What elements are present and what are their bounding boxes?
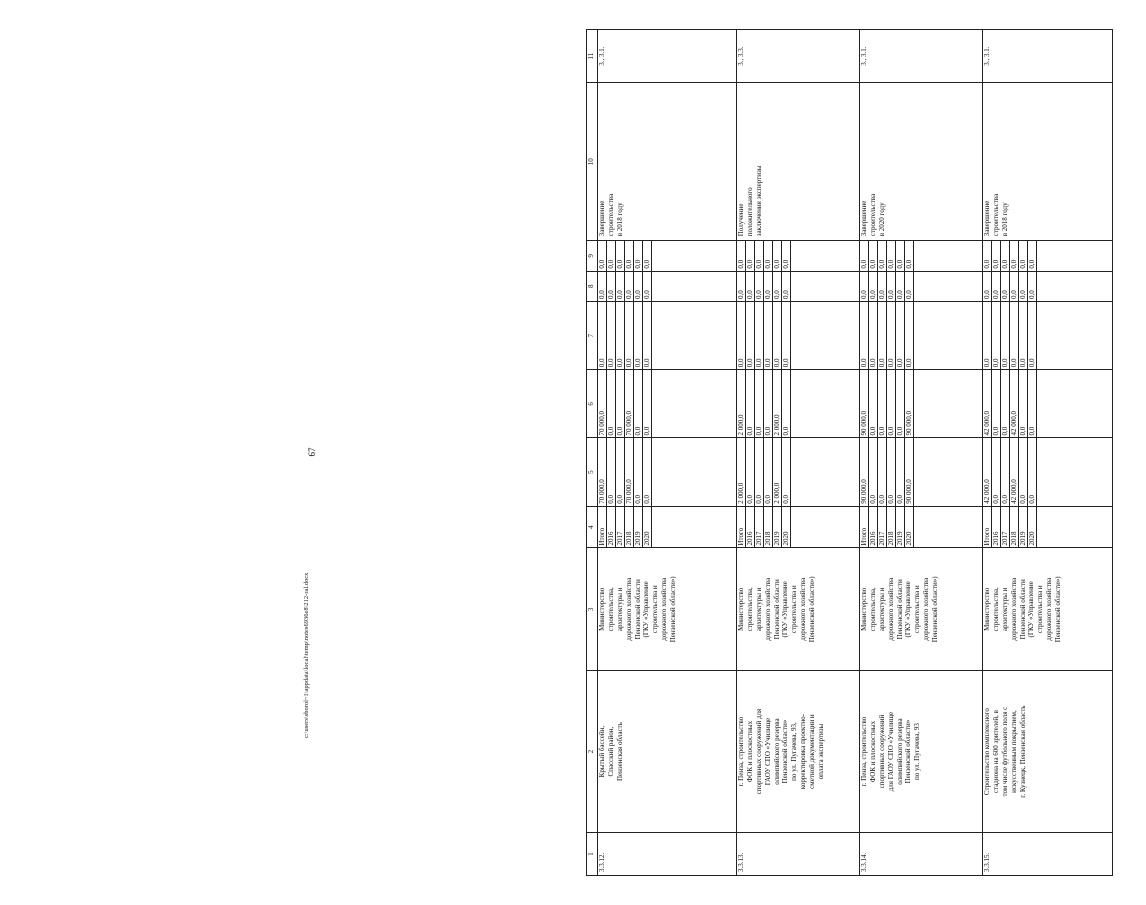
funding-value: 0,0 <box>616 272 625 301</box>
activity-name-line: корректировка проектно- <box>799 714 808 790</box>
funding-value: 0,0 <box>607 370 616 437</box>
executor-line: Пензенской области <box>1018 579 1027 640</box>
funding-value: 0,0 <box>607 302 616 369</box>
year-label: 2019 <box>1019 507 1028 548</box>
funding-value: 0,0 <box>764 439 773 506</box>
expected-result-line: в 2020 году <box>877 202 886 237</box>
funding-value: 0,0 <box>1019 272 1028 301</box>
funding-value: 70 000,0 <box>625 439 634 506</box>
funding-value: 0,0 <box>616 241 625 270</box>
funding-value: 0,0 <box>764 241 773 270</box>
executor-line: Пензенской области») <box>808 576 817 643</box>
activity-name-line: Пензенской области» <box>904 719 913 784</box>
header-cell: 6 <box>587 370 598 438</box>
executor-line: Пензенской области») <box>1054 576 1063 643</box>
funding-value: 0,0 <box>992 439 1001 506</box>
funding-value: 0,0 <box>746 439 755 506</box>
funding-value: 0,0 <box>860 241 869 270</box>
executor-line: архитектуры и <box>877 587 886 632</box>
funding-c8-cell <box>598 271 737 301</box>
funding-value: 0,0 <box>1028 439 1037 506</box>
executor-cell <box>983 548 1113 671</box>
activity-name-line: Пензенской области» <box>781 719 790 784</box>
year-label: Итого <box>737 507 746 548</box>
year-label: 2018 <box>887 507 896 548</box>
activity-name-line: ГАОУ СПО «Училище <box>763 717 772 786</box>
funding-value: 0,0 <box>746 370 755 437</box>
activity-number-cell: 3.3.14. <box>860 833 983 876</box>
executor-line: Пензенской области») <box>931 576 940 643</box>
activity-name-line: по ул. Пугачева, 93 <box>913 723 922 781</box>
funding-value: 0,0 <box>1010 302 1019 369</box>
funding-value: 0,0 <box>782 241 791 270</box>
funding-c5-cell <box>983 438 1113 506</box>
funding-value: 0,0 <box>643 370 652 437</box>
year-label: 2020 <box>1028 507 1037 548</box>
funding-value: 0,0 <box>1028 370 1037 437</box>
expected-result-line: Завершение <box>860 200 868 237</box>
funding-value: 0,0 <box>905 241 914 270</box>
funding-value: 42 000,0 <box>1010 439 1019 506</box>
funding-value: 42 000,0 <box>983 370 992 437</box>
header-cell: 1 <box>587 833 598 876</box>
funding-value: 0,0 <box>1019 302 1028 369</box>
year-label: 2016 <box>992 507 1001 548</box>
expected-result-line: положительного <box>745 187 754 237</box>
funding-value: 0,0 <box>1001 439 1010 506</box>
funding-value: 0,0 <box>887 302 896 369</box>
funding-value: 0,0 <box>1010 241 1019 270</box>
expected-result-line: заключения экспертизы <box>754 165 763 237</box>
funding-value: 0,0 <box>878 272 887 301</box>
executor-line: дорожного хозяйства <box>922 577 931 641</box>
activity-name-line: олимпийского резерва <box>895 718 904 785</box>
footer-file-path: c:\users\sborol~1\appdata\local\temp\notes6936e8\212-ral.docx <box>303 572 310 738</box>
funding-value: 0,0 <box>625 241 634 270</box>
funding-value: 0,0 <box>746 272 755 301</box>
funding-c5-cell <box>860 438 983 506</box>
header-cell: 11 <box>587 30 598 83</box>
funding-value: 0,0 <box>607 241 616 270</box>
executor-line: дорожного хозяйства <box>624 577 633 641</box>
expected-result-line: Получение <box>737 203 745 237</box>
activity-name-line: сметной документации и <box>808 714 817 789</box>
activity-name-cell <box>983 671 1113 833</box>
activity-name-cell <box>860 671 983 833</box>
expected-result-line: строительства <box>606 193 615 237</box>
funding-value: 0,0 <box>634 272 643 301</box>
funding-value: 0,0 <box>1010 272 1019 301</box>
executor-line: строительства и <box>790 585 799 634</box>
funding-c8-cell <box>860 271 983 301</box>
executor-line: дорожного хозяйства <box>1045 577 1054 641</box>
activity-name-line: спортивных сооружений для <box>754 708 763 795</box>
executor-line: дорожного хозяйства <box>660 577 669 641</box>
year-label: 2019 <box>773 507 782 548</box>
funding-value: 0,0 <box>992 302 1001 369</box>
funding-value: 0,0 <box>625 302 634 369</box>
funding-value: 0,0 <box>773 302 782 369</box>
funding-value: 0,0 <box>643 302 652 369</box>
funding-value: 90 000,0 <box>860 439 869 506</box>
funding-value: 0,0 <box>983 302 992 369</box>
funding-value: 0,0 <box>1001 241 1010 270</box>
expected-result-cell <box>983 83 1113 241</box>
activity-name-line: г. Кузнецк, Пензенская область <box>1018 705 1027 798</box>
year-label: 2017 <box>878 507 887 548</box>
indicator-ref-cell: 3., 3.1. <box>598 30 737 83</box>
funding-value: 0,0 <box>887 370 896 437</box>
year-label: 2017 <box>1001 507 1010 548</box>
activity-name-line: искусственным покрытием, <box>1009 710 1018 793</box>
header-cell: 9 <box>587 241 598 271</box>
funding-value: 0,0 <box>616 370 625 437</box>
funding-c5-cell <box>737 438 860 506</box>
year-label: 2017 <box>616 507 625 548</box>
year-label: Итого <box>860 507 869 548</box>
expected-result-line: Завершение <box>598 200 606 237</box>
funding-value: 0,0 <box>983 241 992 270</box>
funding-value: 0,0 <box>878 241 887 270</box>
funding-value: 0,0 <box>1028 302 1037 369</box>
executor-line: Пензенской области») <box>669 576 678 643</box>
funding-value: 0,0 <box>773 272 782 301</box>
program-activities-table <box>586 29 1113 876</box>
funding-c7-cell <box>598 301 737 369</box>
funding-value: 0,0 <box>1019 370 1028 437</box>
funding-value: 0,0 <box>755 302 764 369</box>
table-row <box>983 30 1113 876</box>
funding-value: 42 000,0 <box>1010 370 1019 437</box>
funding-value: 0,0 <box>1019 439 1028 506</box>
funding-value: 0,0 <box>992 272 1001 301</box>
funding-value: 0,0 <box>764 272 773 301</box>
funding-value: 0,0 <box>887 439 896 506</box>
funding-value: 0,0 <box>598 241 607 270</box>
header-cell: 2 <box>587 671 598 833</box>
funding-value: 0,0 <box>878 370 887 437</box>
table-body <box>598 30 1113 876</box>
page-number: 67 <box>307 447 317 457</box>
indicator-ref-cell: 3., 3.1. <box>860 30 983 83</box>
funding-c6-cell <box>598 370 737 438</box>
funding-value: 0,0 <box>755 370 764 437</box>
executor-line: строительства, <box>606 587 615 632</box>
executor-line: архитектуры и <box>754 587 763 632</box>
executor-line: строительства, <box>868 587 877 632</box>
executor-line: строительства, <box>745 587 754 632</box>
funding-value: 70 000,0 <box>598 439 607 506</box>
funding-value: 0,0 <box>782 370 791 437</box>
years-cell <box>983 506 1113 548</box>
table-row <box>860 30 983 876</box>
funding-value: 0,0 <box>764 370 773 437</box>
funding-value: 0,0 <box>869 439 878 506</box>
funding-value: 70 000,0 <box>625 370 634 437</box>
year-label: 2016 <box>869 507 878 548</box>
funding-value: 0,0 <box>860 302 869 369</box>
funding-value: 0,0 <box>634 241 643 270</box>
funding-value: 0,0 <box>607 439 616 506</box>
year-label: 2018 <box>1010 507 1019 548</box>
years-cell <box>598 506 737 548</box>
funding-c7-cell <box>737 301 860 369</box>
funding-c5-cell <box>598 438 737 506</box>
rotated-page-content <box>586 16 1146 876</box>
funding-value: 0,0 <box>737 272 746 301</box>
funding-value: 0,0 <box>764 302 773 369</box>
activity-name-line: Спасский район, <box>606 726 615 777</box>
funding-value: 70 000,0 <box>598 370 607 437</box>
funding-c6-cell <box>737 370 860 438</box>
funding-value: 0,0 <box>896 241 905 270</box>
executor-line: дорожного хозяйства <box>886 577 895 641</box>
year-label: 2016 <box>607 507 616 548</box>
funding-value: 0,0 <box>1028 241 1037 270</box>
funding-value: 0,0 <box>869 241 878 270</box>
activity-name-line: Крытый бассейн, <box>598 725 606 778</box>
funding-c6-cell <box>860 370 983 438</box>
funding-value: 2 000,0 <box>737 439 746 506</box>
funding-value: 0,0 <box>896 439 905 506</box>
funding-value: 0,0 <box>860 272 869 301</box>
funding-value: 42 000,0 <box>983 439 992 506</box>
funding-value: 90 000,0 <box>860 370 869 437</box>
activity-name-line: оплата экспертизы <box>817 723 826 780</box>
funding-value: 0,0 <box>992 370 1001 437</box>
year-label: 2018 <box>764 507 773 548</box>
year-label: Итого <box>983 507 992 548</box>
year-label: 2018 <box>625 507 634 548</box>
funding-value: 0,0 <box>896 370 905 437</box>
activity-name-line: Строительство комплексного <box>983 708 991 796</box>
funding-value: 0,0 <box>905 272 914 301</box>
funding-value: 0,0 <box>616 439 625 506</box>
executor-line: дорожного хозяйства <box>799 577 808 641</box>
executor-cell <box>598 548 737 671</box>
years-cell <box>860 506 983 548</box>
activity-number-cell: 3.3.12. <box>598 833 737 876</box>
table-row <box>598 30 737 876</box>
header-cell: 8 <box>587 271 598 301</box>
executor-line: (ГКУ «Управление <box>642 581 651 638</box>
funding-value: 0,0 <box>992 241 1001 270</box>
activity-name-line: том числе футбольного поля с <box>1000 706 1009 797</box>
activity-name-line: ФОК и плоскостных <box>745 720 754 783</box>
funding-value: 0,0 <box>887 241 896 270</box>
funding-value: 0,0 <box>643 272 652 301</box>
funding-value: 0,0 <box>773 241 782 270</box>
executor-line: Министерство <box>983 587 991 631</box>
header-cell: 5 <box>587 438 598 506</box>
funding-value: 2 000,0 <box>737 370 746 437</box>
funding-value: 0,0 <box>1028 272 1037 301</box>
funding-value: 0,0 <box>878 302 887 369</box>
funding-value: 0,0 <box>737 302 746 369</box>
executor-line: строительства и <box>1036 585 1045 634</box>
executor-line: архитектуры и <box>615 587 624 632</box>
executor-line: Министерство <box>860 587 868 631</box>
activity-name-line: ФОК и плоскостных <box>868 720 877 783</box>
funding-value: 0,0 <box>1001 272 1010 301</box>
table-row <box>737 30 860 876</box>
funding-c8-cell <box>737 271 860 301</box>
executor-line: дорожного хозяйства <box>763 577 772 641</box>
executor-line: Министерство <box>737 587 745 631</box>
funding-c6-cell <box>983 370 1113 438</box>
expected-result-line: в 2018 году <box>615 202 624 237</box>
funding-value: 0,0 <box>782 272 791 301</box>
executor-line: Пензенской области <box>895 579 904 640</box>
year-label: Итого <box>598 507 607 548</box>
year-label: 2016 <box>746 507 755 548</box>
funding-value: 0,0 <box>616 302 625 369</box>
indicator-ref-cell: 3., 3.3. <box>737 30 860 83</box>
executor-line: (ГКУ «Управление <box>904 581 913 638</box>
activity-number-cell: 3.3.13. <box>737 833 860 876</box>
expected-result-line: строительства <box>991 193 1000 237</box>
activity-number-cell: 3.3.15. <box>983 833 1113 876</box>
activity-name-line: для ГАОУ СПО «Училище <box>886 711 895 792</box>
funding-value: 2 000,0 <box>773 370 782 437</box>
funding-value: 90 000,0 <box>905 439 914 506</box>
funding-value: 0,0 <box>1019 241 1028 270</box>
expected-result-line: строительства <box>868 193 877 237</box>
funding-c9-cell <box>983 241 1113 271</box>
funding-value: 0,0 <box>634 439 643 506</box>
year-label: 2019 <box>634 507 643 548</box>
funding-c7-cell <box>860 301 983 369</box>
funding-value: 0,0 <box>755 272 764 301</box>
expected-result-cell <box>598 83 737 241</box>
year-label: 2020 <box>905 507 914 548</box>
funding-value: 0,0 <box>598 302 607 369</box>
funding-value: 0,0 <box>869 302 878 369</box>
funding-c9-cell <box>598 241 737 271</box>
activity-name-line: спортивных сооружений <box>877 714 886 789</box>
year-label: 2019 <box>896 507 905 548</box>
expected-result-line: Завершение <box>983 200 991 237</box>
funding-c9-cell <box>737 241 860 271</box>
header-cell: 4 <box>587 506 598 548</box>
executor-line: дорожного хозяйства <box>1009 577 1018 641</box>
funding-c9-cell <box>860 241 983 271</box>
executor-line: Министерство <box>598 587 606 631</box>
header-cell: 7 <box>587 301 598 369</box>
activity-name-line: олимпийского резерва <box>772 718 781 785</box>
funding-value: 0,0 <box>1001 370 1010 437</box>
year-label: 2020 <box>782 507 791 548</box>
funding-value: 0,0 <box>598 272 607 301</box>
activity-name-line: г. Пенза, строительство <box>737 716 745 787</box>
funding-value: 0,0 <box>1001 302 1010 369</box>
funding-value: 0,0 <box>755 241 764 270</box>
year-label: 2017 <box>755 507 764 548</box>
header-cell: 10 <box>587 83 598 241</box>
executor-line: строительства и <box>913 585 922 634</box>
years-cell <box>737 506 860 548</box>
funding-value: 0,0 <box>607 272 616 301</box>
activity-name-line: Пензенская область <box>615 722 624 782</box>
year-label: 2020 <box>643 507 652 548</box>
funding-value: 0,0 <box>905 302 914 369</box>
funding-value: 0,0 <box>755 439 764 506</box>
funding-value: 0,0 <box>782 439 791 506</box>
executor-cell <box>860 548 983 671</box>
header-cell: 3 <box>587 548 598 671</box>
funding-value: 90 000,0 <box>905 370 914 437</box>
executor-cell <box>737 548 860 671</box>
activity-name-line: г. Пенза, строительство <box>860 716 868 787</box>
activity-name-line: стадиона на 600 зрителей, в <box>991 710 1000 794</box>
funding-c8-cell <box>983 271 1113 301</box>
executor-line: строительства и <box>651 585 660 634</box>
funding-value: 0,0 <box>983 272 992 301</box>
funding-value: 0,0 <box>878 439 887 506</box>
executor-line: архитектуры и <box>1000 587 1009 632</box>
funding-value: 0,0 <box>869 272 878 301</box>
funding-value: 0,0 <box>746 302 755 369</box>
funding-value: 0,0 <box>634 370 643 437</box>
funding-value: 0,0 <box>896 302 905 369</box>
executor-line: строительства, <box>991 587 1000 632</box>
activity-name-cell <box>737 671 860 833</box>
executor-line: (ГКУ «Управление <box>781 581 790 638</box>
funding-value: 0,0 <box>746 241 755 270</box>
funding-value: 0,0 <box>643 241 652 270</box>
funding-value: 0,0 <box>869 370 878 437</box>
funding-c7-cell <box>983 301 1113 369</box>
funding-value: 2 000,0 <box>773 439 782 506</box>
expected-result-line: в 2018 году <box>1000 202 1009 237</box>
executor-line: (ГКУ «Управление <box>1027 581 1036 638</box>
activity-name-cell <box>598 671 737 833</box>
funding-value: 0,0 <box>643 439 652 506</box>
executor-line: Пензенской области <box>633 579 642 640</box>
activity-name-line: по ул. Пугачева, 93, <box>790 722 799 781</box>
expected-result-cell <box>860 83 983 241</box>
funding-value: 0,0 <box>625 272 634 301</box>
funding-value: 0,0 <box>737 241 746 270</box>
executor-line: Пензенской области <box>772 579 781 640</box>
funding-value: 0,0 <box>782 302 791 369</box>
funding-value: 0,0 <box>887 272 896 301</box>
indicator-ref-cell: 3., 3.1. <box>983 30 1113 83</box>
funding-value: 0,0 <box>634 302 643 369</box>
expected-result-cell <box>737 83 860 241</box>
funding-value: 0,0 <box>896 272 905 301</box>
table-header-row <box>587 30 598 876</box>
